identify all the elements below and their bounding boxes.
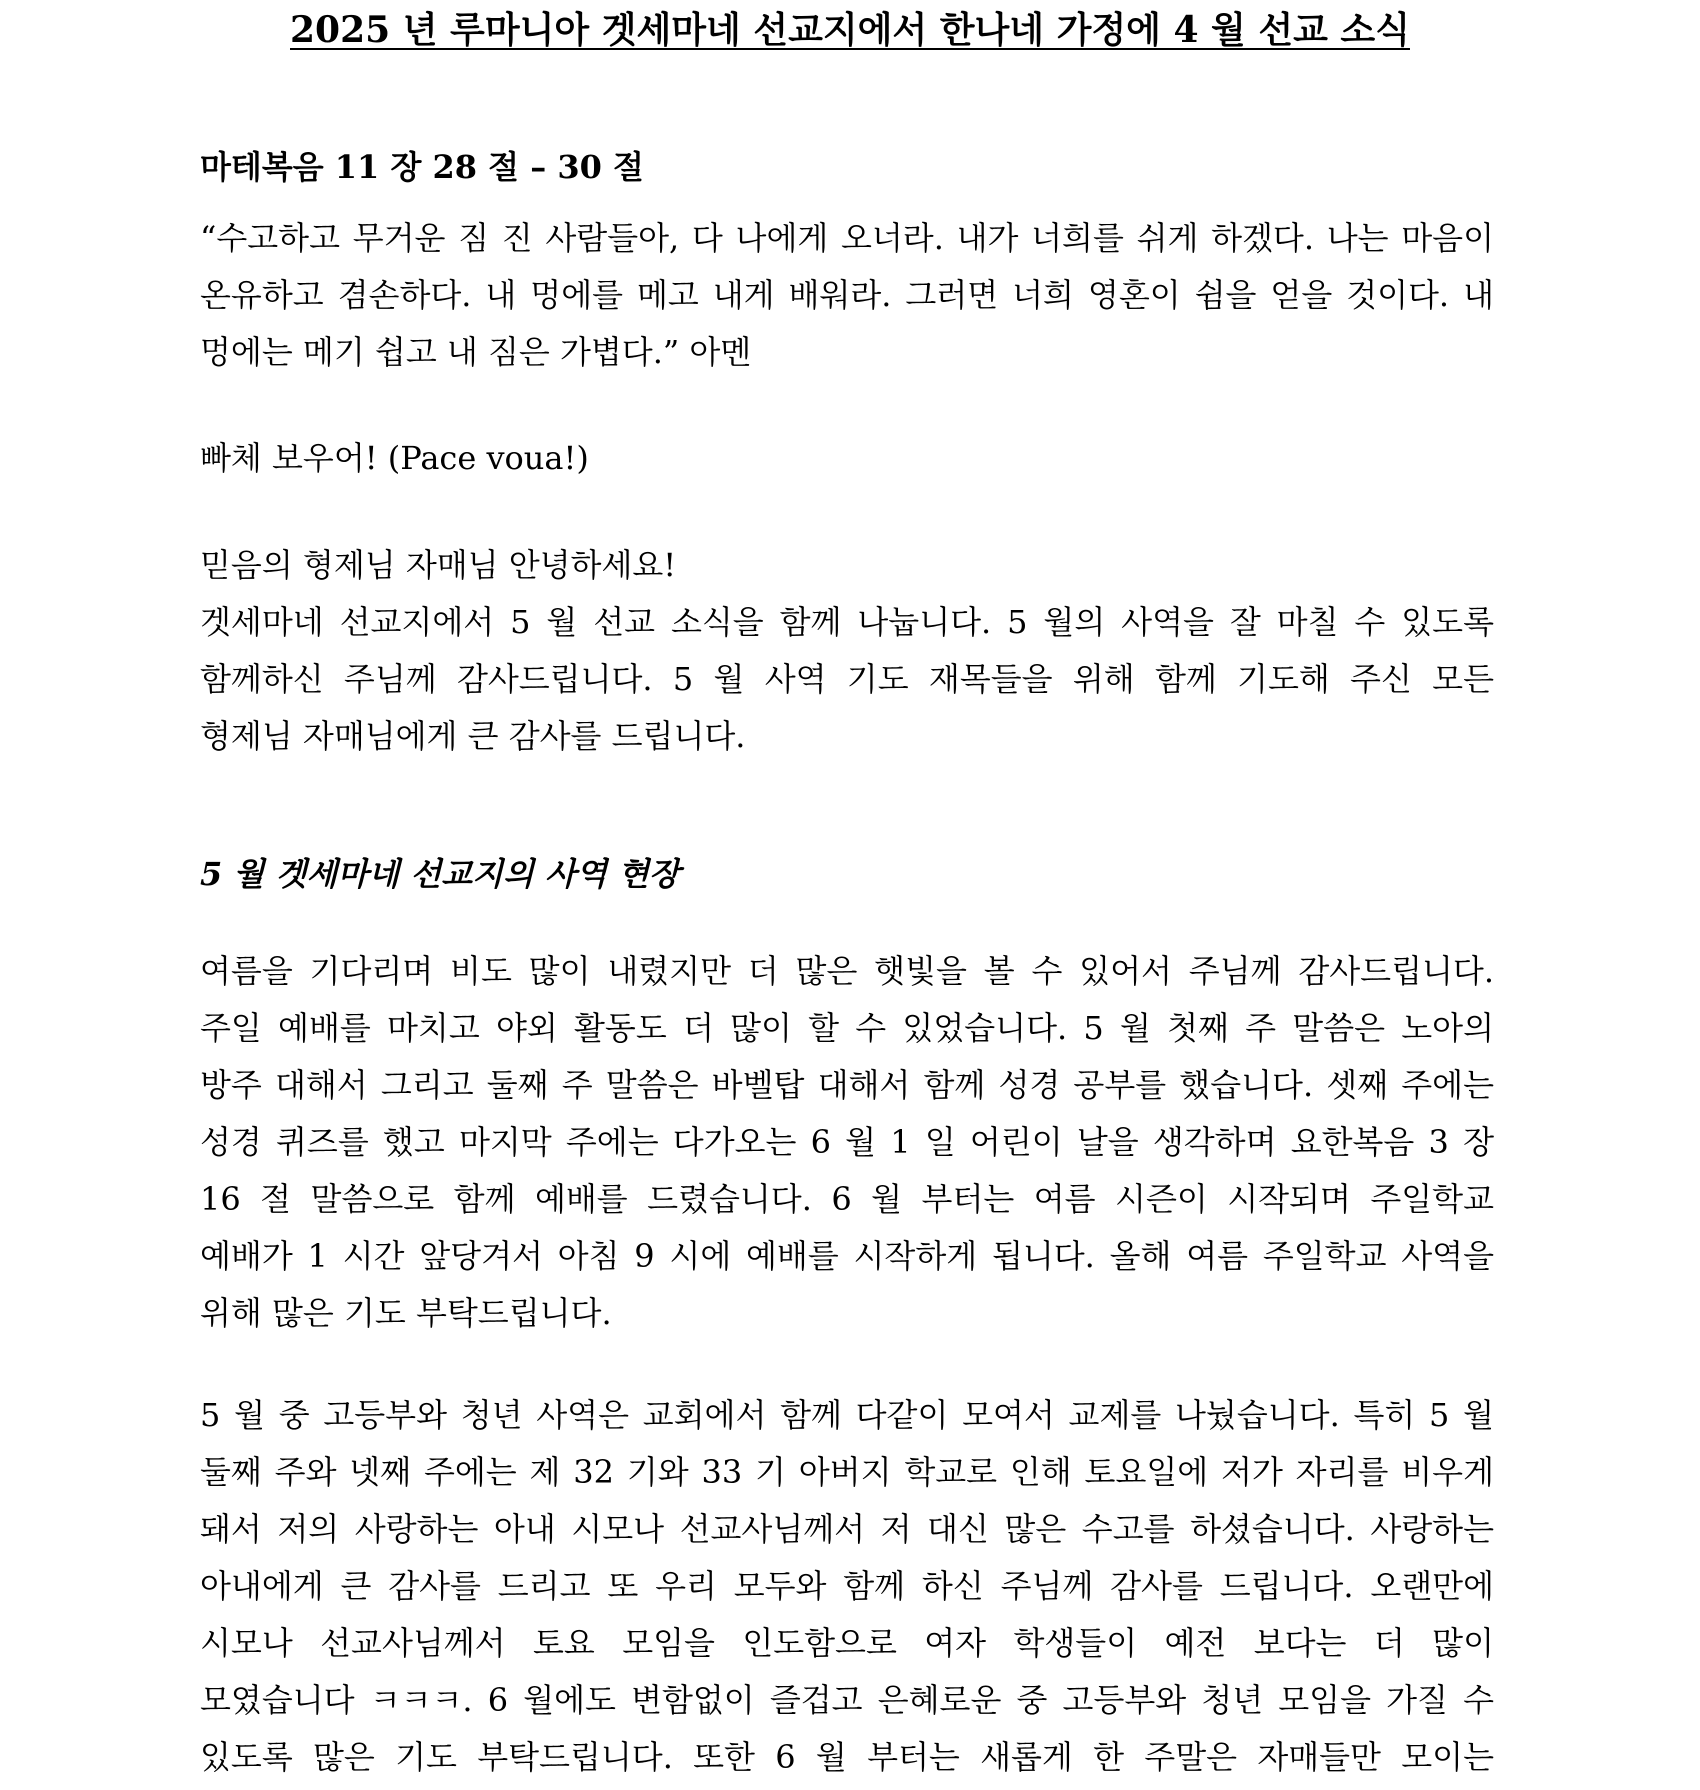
paragraph-line: 예배가 1 시간 앞당겨서 아침 9 시에 예배를 시작하게 됩니다. 올해 여름 주일학교 사역을: [200, 1237, 1494, 1275]
paragraph-line: 모였습니다 ㅋㅋㅋ. 6 월에도 변함없이 즐겁고 은혜로운 중 고등부와 청년 모임을 가질 수: [200, 1681, 1494, 1719]
scripture-line: 멍에는 메기 쉽고 내 짐은 가볍다.” 아멘: [200, 333, 752, 371]
paragraph-line: 있도록 많은 기도 부탁드립니다. 또한 6 월 부터는 새롭게 한 주말은 자매들만 모이는: [200, 1738, 1494, 1776]
ministry-paragraph-2: [200, 1387, 1494, 1786]
scripture-reference: 마테복음 11 장 28 절 – 30 절: [200, 148, 644, 186]
paragraph-line: 여름을 기다리며 비도 많이 내렸지만 더 많은 햇빛을 볼 수 있어서 주님께 감사드립니다.: [200, 952, 1494, 990]
intro-paragraph: [200, 537, 1494, 765]
intro-line: 겟세마네 선교지에서 5 월 선교 소식을 함께 나눕니다. 5 월의 사역을 잘 마칠 수 있도록: [200, 603, 1494, 641]
greeting-line: 빠체 보우어! (Pace voua!): [200, 439, 589, 477]
scripture-line: 온유하고 겸손하다. 내 멍에를 메고 내게 배워라. 그러면 너희 영혼이 쉼을 얻을 것이다. 내: [200, 276, 1494, 314]
paragraph-line: 주일 예배를 마치고 야외 활동도 더 많이 할 수 있었습니다. 5 월 첫째 주 말씀은 노아의: [200, 1009, 1494, 1047]
paragraph-line: 아내에게 큰 감사를 드리고 또 우리 모두와 함께 하신 주님께 감사를 드립니다. 오랜만에: [200, 1567, 1494, 1605]
paragraph-line: 5 월 중 고등부와 청년 사역은 교회에서 함께 다같이 모여서 교제를 나눴습니다. 특히 5 월: [200, 1396, 1494, 1434]
scripture-line: “수고하고 무거운 짐 진 사람들아, 다 나에게 오너라. 내가 너희를 쉬게 하겠다. 나는 마음이: [200, 219, 1494, 257]
ministry-paragraph-1: [200, 943, 1494, 1342]
paragraph-line: 시모나 선교사님께서 토요 모임을 인도함으로 여자 학생들이 예전 보다는 더 많이: [200, 1624, 1494, 1662]
intro-line: 형제님 자매님에게 큰 감사를 드립니다.: [200, 717, 746, 755]
paragraph-line: 돼서 저의 사랑하는 아내 시모나 선교사님께서 저 대신 많은 수고를 하셨습니다. 사랑하는: [200, 1510, 1494, 1548]
section-heading: 5 월 겟세마네 선교지의 사역 현장: [200, 855, 680, 893]
paragraph-line: 성경 퀴즈를 했고 마지막 주에는 다가오는 6 월 1 일 어린이 날을 생각하며 요한복음 3 장: [200, 1123, 1494, 1161]
scripture-quote: [200, 210, 1494, 381]
paragraph-line: 둘째 주와 넷째 주에는 제 32 기와 33 기 아버지 학교로 인해 토요일에 저가 자리를 비우게: [200, 1453, 1494, 1491]
intro-line: 함께하신 주님께 감사드립니다. 5 월 사역 기도 재목들을 위해 함께 기도해 주신 모든: [200, 660, 1494, 698]
greeting-romanian: [200, 430, 1494, 487]
paragraph-line: 위해 많은 기도 부탁드립니다.: [200, 1294, 612, 1332]
intro-line: 믿음의 형제님 자매님 안녕하세요!: [200, 546, 677, 584]
page-title: 2025 년 루마니아 겟세마네 선교지에서 한나네 가정에 4 월 선교 소식: [290, 9, 1410, 51]
paragraph-line: 방주 대해서 그리고 둘째 주 말씀은 바벨탑 대해서 함께 성경 공부를 했습니다. 셋째 주에는: [200, 1066, 1494, 1104]
paragraph-line: 16 절 말씀으로 함께 예배를 드렸습니다. 6 월 부터는 여름 시즌이 시작되며 주일학교: [200, 1180, 1494, 1218]
